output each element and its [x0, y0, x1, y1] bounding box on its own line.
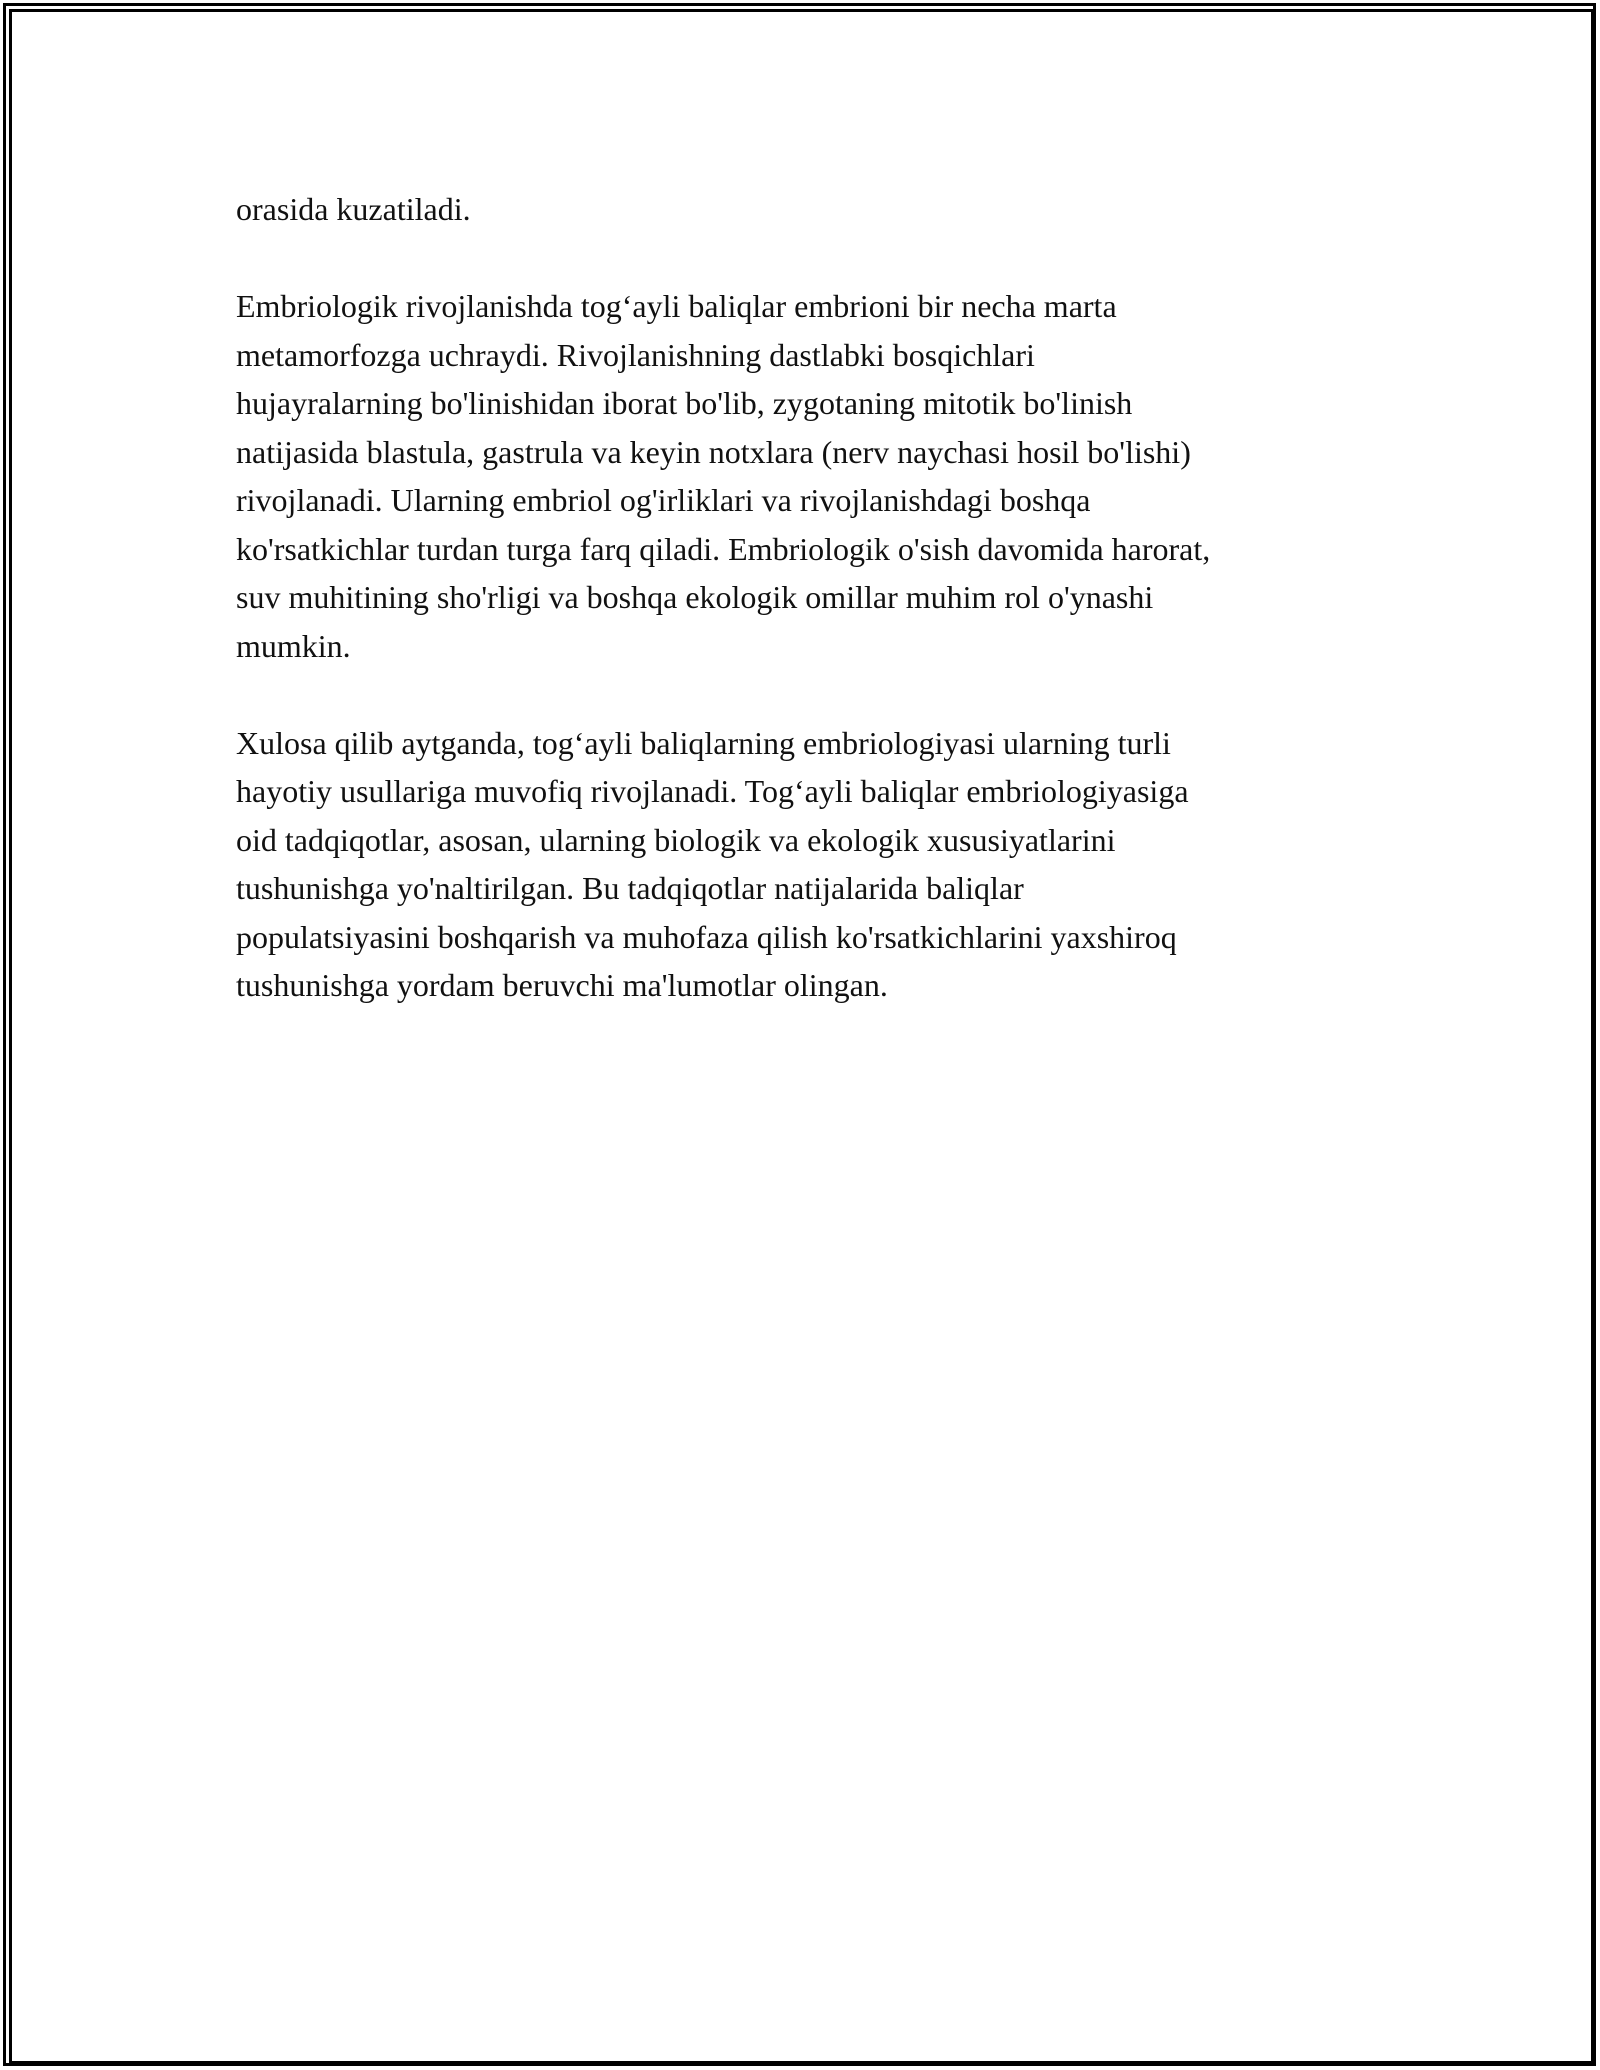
text-line: populatsiyasini boshqarish va muhofaza qilish ko'rsatkichlarini yaxshiroq	[236, 918, 1177, 955]
text-line: mumkin.	[236, 627, 351, 664]
text-line: orasida kuzatiladi.	[236, 191, 471, 227]
text-line: tushunishga yo'naltirilgan. Bu tadqiqotlar natijalarida baliqlar	[236, 870, 1024, 906]
text-line: hujayralarning bo'linishidan iborat bo'lib, zygotaning mitotik bo'linish	[236, 385, 1133, 421]
text-line: hayotiy usullariga muvofiq rivojlanadi. Tog‘ayli baliqlar embriologiyasiga	[236, 773, 1189, 809]
text-line: Embriologik rivojlanishda tog‘ayli baliqlar embrioni bir necha marta	[236, 288, 1117, 324]
text-line: oid tadqiqotlar, asosan, ularning biologik va ekologik xususiyatlarini	[236, 821, 1116, 858]
paragraph-conclusion	[236, 719, 1366, 1010]
text-line: Xulosa qilib aytganda, tog‘ayli baliqlarning embriologiyasi ularning turli	[236, 724, 1171, 761]
text-line: natijasida blastula, gastrula va keyin notxlara (nerv naychasi hosil bo'lishi)	[236, 433, 1191, 470]
text-line: rivojlanadi. Ularning embriol og'irliklari va rivojlanishdagi boshqa	[236, 482, 1091, 518]
text-line: suv muhitining sho'rligi va boshqa ekologik omillar muhim rol o'ynashi	[236, 579, 1154, 615]
paragraph-continuation	[236, 185, 1366, 234]
text-line: ko'rsatkichlar turdan turga farq qiladi. Embriologik o'sish davomida harorat,	[236, 530, 1211, 567]
paragraph-embryological-development	[236, 282, 1366, 670]
text-line: tushunishga yordam beruvchi ma'lumotlar olingan.	[236, 967, 888, 1003]
text-line: metamorfozga uchraydi. Rivojlanishning dastlabki bosqichlari	[236, 336, 1035, 373]
document-body	[236, 185, 1366, 1010]
